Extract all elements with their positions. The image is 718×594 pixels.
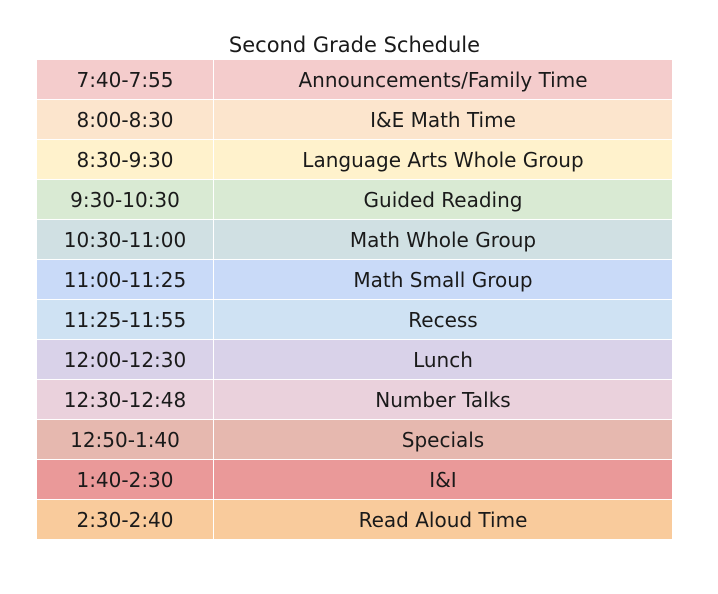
time-cell: 9:30-10:30 [37, 180, 214, 220]
activity-cell: I&I [214, 460, 673, 500]
time-cell: 2:30-2:40 [37, 500, 214, 540]
time-cell: 10:30-11:00 [37, 220, 214, 260]
activity-cell: Math Whole Group [214, 220, 673, 260]
schedule-row [37, 260, 672, 300]
schedule-row [37, 340, 672, 380]
activity-cell: Lunch [214, 340, 673, 380]
schedule-row [37, 180, 672, 220]
schedule-row [37, 500, 672, 540]
activity-cell: Announcements/Family Time [214, 60, 673, 100]
time-cell: 12:00-12:30 [37, 340, 214, 380]
activity-cell: Number Talks [214, 380, 673, 420]
activity-cell: Language Arts Whole Group [214, 140, 673, 180]
schedule-title: Second Grade Schedule [228, 33, 481, 57]
activity-cell: Math Small Group [214, 260, 673, 300]
schedule-table [37, 60, 672, 539]
time-cell: 11:00-11:25 [37, 260, 214, 300]
activity-cell: I&E Math Time [214, 100, 673, 140]
time-cell: 1:40-2:30 [37, 460, 214, 500]
schedule-row [37, 60, 672, 100]
schedule-row [37, 140, 672, 180]
schedule-row [37, 300, 672, 340]
time-cell: 7:40-7:55 [37, 60, 214, 100]
schedule-row [37, 420, 672, 460]
schedule-row [37, 100, 672, 140]
time-cell: 8:00-8:30 [37, 100, 214, 140]
time-cell: 8:30-9:30 [37, 140, 214, 180]
time-cell: 12:30-12:48 [37, 380, 214, 420]
schedule-row [37, 460, 672, 500]
activity-cell: Specials [214, 420, 673, 460]
activity-cell: Recess [214, 300, 673, 340]
schedule-row [37, 380, 672, 420]
time-cell: 11:25-11:55 [37, 300, 214, 340]
activity-cell: Read Aloud Time [358, 507, 528, 532]
schedule-row [37, 220, 672, 260]
time-cell: 12:50-1:40 [37, 420, 214, 460]
schedule-body [37, 60, 672, 539]
activity-cell: Guided Reading [214, 180, 673, 220]
